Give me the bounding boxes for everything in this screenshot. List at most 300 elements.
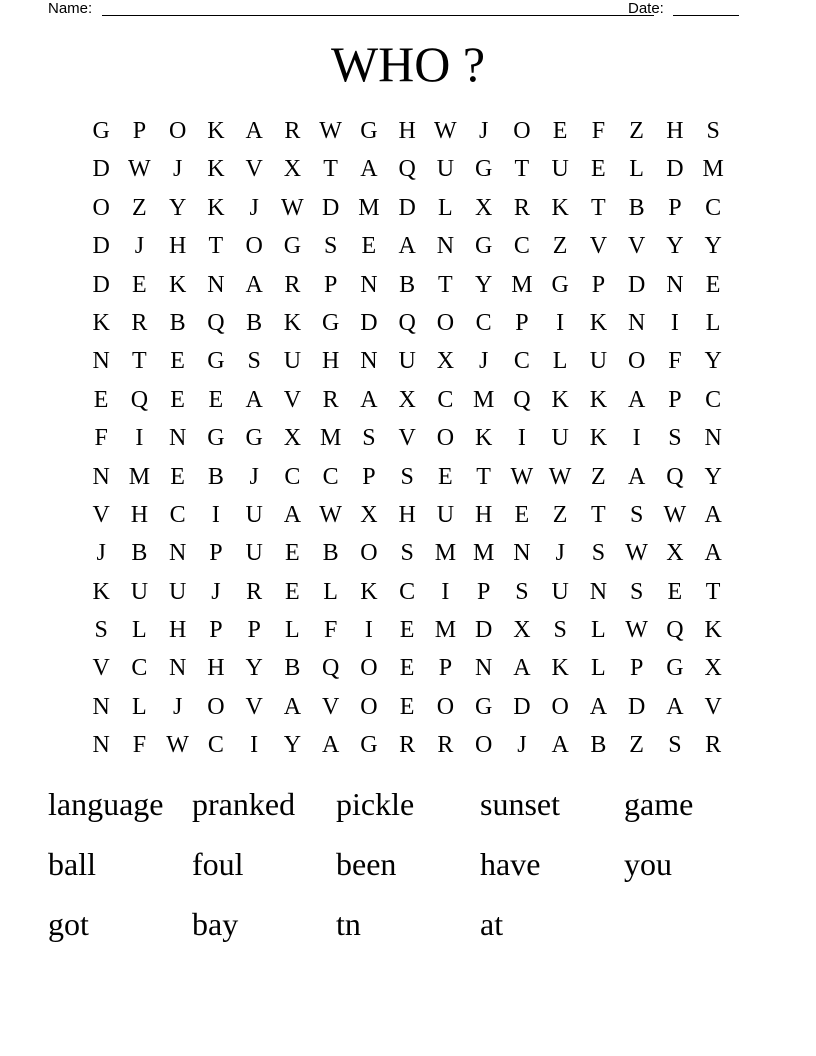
grid-letter: O bbox=[513, 118, 531, 144]
grid-letter: F bbox=[591, 118, 606, 144]
grid-letter: O bbox=[436, 693, 455, 720]
grid-letter: W bbox=[281, 194, 304, 221]
grid-letter: M bbox=[358, 194, 380, 221]
grid-letter: R bbox=[322, 386, 339, 413]
word-list-item: been bbox=[336, 846, 397, 882]
grid-letter: Q bbox=[398, 309, 416, 336]
grid-letter: K bbox=[168, 271, 187, 298]
grid-letter: I bbox=[135, 425, 144, 452]
grid-letter: C bbox=[284, 463, 301, 490]
grid-letter: I bbox=[441, 578, 450, 605]
grid-letter: V bbox=[92, 501, 110, 528]
word-list-item: sunset bbox=[480, 786, 560, 822]
grid-letter: J bbox=[478, 118, 489, 144]
grid-letter: V bbox=[92, 655, 110, 682]
grid-letter: O bbox=[360, 655, 378, 682]
grid-letter: O bbox=[245, 233, 263, 260]
grid-letter: X bbox=[704, 655, 722, 682]
grid-letter: S bbox=[400, 463, 414, 490]
grid-letter: K bbox=[207, 118, 225, 144]
grid-letter: K bbox=[704, 617, 722, 644]
grid-letter: K bbox=[207, 194, 225, 221]
grid-letter: C bbox=[399, 578, 416, 605]
grid-letter: M bbox=[434, 540, 457, 567]
grid-letter: J bbox=[249, 194, 259, 221]
grid-letter: M bbox=[319, 425, 342, 452]
grid-letter: Z bbox=[552, 501, 568, 528]
grid-letter: L bbox=[132, 617, 147, 644]
grid-letter: D bbox=[92, 271, 110, 298]
word-list-item: language bbox=[48, 786, 164, 822]
grid-letter: N bbox=[589, 578, 608, 605]
grid-letter: H bbox=[398, 118, 416, 144]
grid-letter: J bbox=[134, 233, 145, 260]
name-label: Name: bbox=[48, 0, 93, 17]
grid-letter: W bbox=[319, 118, 342, 144]
grid-letter: S bbox=[323, 233, 338, 260]
grid-letter: K bbox=[474, 425, 493, 452]
grid-letter: C bbox=[705, 386, 722, 413]
grid-letter: E bbox=[170, 348, 185, 375]
grid-letter: N bbox=[360, 348, 378, 375]
grid-letter: S bbox=[706, 118, 720, 144]
grid-letter: A bbox=[627, 386, 646, 413]
grid-letter: E bbox=[285, 540, 300, 567]
grid-letter: P bbox=[629, 655, 644, 682]
grid-letter: Q bbox=[398, 156, 416, 183]
grid-letter: T bbox=[591, 501, 606, 528]
grid-letter: W bbox=[319, 501, 342, 528]
grid-letter: V bbox=[398, 425, 416, 452]
grid-letter: D bbox=[513, 693, 531, 720]
grid-letter: G bbox=[666, 655, 684, 682]
grid-letter: H bbox=[398, 501, 416, 528]
grid-letter: F bbox=[94, 425, 108, 452]
grid-letter: P bbox=[247, 617, 261, 644]
grid-letter: V bbox=[704, 693, 722, 720]
grid-letter: O bbox=[360, 693, 378, 720]
grid-letter: B bbox=[169, 309, 186, 336]
grid-letter: E bbox=[361, 233, 377, 260]
grid-letter: U bbox=[589, 348, 608, 375]
grid-letter: J bbox=[249, 463, 259, 490]
grid-letter: Q bbox=[666, 463, 684, 490]
date-blank-line bbox=[673, 0, 739, 16]
grid-letter: E bbox=[438, 463, 453, 490]
grid-letter: G bbox=[360, 118, 378, 144]
grid-letter: T bbox=[323, 156, 338, 183]
page-title: WHO ? bbox=[330, 36, 486, 92]
grid-letter: X bbox=[283, 425, 302, 452]
grid-letter: Q bbox=[666, 617, 684, 644]
grid-letter: T bbox=[514, 156, 530, 183]
grid-letter: H bbox=[130, 501, 149, 528]
grid-letter: R bbox=[705, 732, 722, 759]
grid-letter: Q bbox=[513, 386, 531, 413]
grid-letter: X bbox=[360, 501, 378, 528]
grid-letter: N bbox=[207, 271, 225, 298]
grid-letter: G bbox=[321, 309, 340, 336]
grid-letter: L bbox=[705, 309, 721, 336]
grid-letter: O bbox=[627, 348, 646, 375]
grid-letter: B bbox=[284, 655, 301, 682]
word-list-item: pickle bbox=[336, 786, 415, 822]
grid-letter: E bbox=[514, 501, 530, 528]
grid-letter: G bbox=[207, 348, 225, 375]
grid-letter: S bbox=[668, 425, 682, 452]
grid-letter: X bbox=[283, 156, 302, 183]
grid-letter: I bbox=[211, 501, 220, 528]
grid-letter: H bbox=[207, 655, 225, 682]
grid-letter: O bbox=[436, 309, 455, 336]
grid-letter: C bbox=[207, 732, 224, 759]
grid-letter: A bbox=[398, 233, 416, 260]
grid-letter: Z bbox=[552, 233, 568, 260]
grid-letter: L bbox=[629, 156, 644, 183]
grid-letter: T bbox=[438, 271, 453, 298]
grid-letter: Z bbox=[629, 732, 644, 759]
grid-letter: R bbox=[513, 194, 530, 221]
grid-letter: E bbox=[170, 386, 185, 413]
grid-letter: I bbox=[517, 425, 526, 452]
grid-letter: U bbox=[551, 156, 569, 183]
grid-letter: D bbox=[666, 156, 684, 183]
grid-letter: D bbox=[321, 194, 340, 221]
grid-letter: X bbox=[474, 194, 493, 221]
grid-letter: N bbox=[92, 693, 110, 720]
grid-letter: C bbox=[705, 194, 722, 221]
grid-letter: K bbox=[589, 425, 608, 452]
grid-letter: V bbox=[245, 693, 263, 720]
grid-letter: N bbox=[704, 425, 722, 452]
grid-letter: H bbox=[474, 501, 493, 528]
grid-letter: N bbox=[168, 540, 187, 567]
grid-letter: U bbox=[283, 348, 302, 375]
grid-letter: C bbox=[169, 501, 186, 528]
grid-letter: W bbox=[625, 617, 648, 644]
grid-letter: R bbox=[284, 118, 301, 144]
grid-letter: I bbox=[632, 425, 641, 452]
grid-letter: B bbox=[246, 309, 263, 336]
grid-letter: K bbox=[283, 309, 302, 336]
grid-letter: N bbox=[92, 348, 110, 375]
grid-letter: C bbox=[513, 348, 530, 375]
grid-letter: D bbox=[474, 617, 493, 644]
word-list-item: bay bbox=[192, 906, 239, 942]
grid-letter: P bbox=[209, 617, 223, 644]
grid-letter: P bbox=[668, 386, 682, 413]
grid-letter: F bbox=[132, 732, 147, 759]
grid-letter: Y bbox=[666, 233, 684, 260]
grid-letter: G bbox=[207, 425, 225, 452]
grid-letter: B bbox=[399, 271, 416, 298]
word-list-item: at bbox=[480, 906, 504, 942]
grid-letter: D bbox=[627, 271, 646, 298]
grid-letter: A bbox=[551, 732, 569, 759]
grid-letter: O bbox=[551, 693, 569, 720]
grid-letter: Q bbox=[130, 386, 149, 413]
grid-letter: V bbox=[589, 233, 608, 260]
grid-letter: P bbox=[668, 194, 682, 221]
grid-letter: H bbox=[666, 118, 684, 144]
grid-letter: E bbox=[208, 386, 224, 413]
grid-letter: Y bbox=[704, 463, 722, 490]
grid-letter: J bbox=[96, 540, 106, 567]
grid-letter: N bbox=[627, 309, 646, 336]
grid-letter: U bbox=[398, 348, 416, 375]
word-list bbox=[48, 777, 768, 957]
grid-letter: X bbox=[666, 540, 684, 567]
grid-letter: W bbox=[434, 118, 457, 144]
grid-letter: M bbox=[511, 271, 533, 298]
grid-letter: K bbox=[551, 655, 569, 682]
grid-letter: S bbox=[629, 501, 644, 528]
date-label: Date: bbox=[628, 0, 664, 17]
grid-letter: P bbox=[132, 118, 147, 144]
grid-letter: Y bbox=[704, 348, 722, 375]
grid-letter: Y bbox=[245, 655, 263, 682]
grid-letter: O bbox=[360, 540, 378, 567]
grid-letter: S bbox=[553, 617, 567, 644]
grid-letter: S bbox=[400, 540, 414, 567]
grid-letter: S bbox=[94, 617, 108, 644]
grid-letter: T bbox=[705, 578, 721, 605]
grid-letter: A bbox=[245, 271, 263, 298]
grid-letter: A bbox=[283, 501, 302, 528]
grid-letter: N bbox=[360, 271, 378, 298]
word-list-item: foul bbox=[192, 846, 244, 882]
grid-letter: A bbox=[245, 386, 263, 413]
grid-letter: M bbox=[472, 386, 495, 413]
grid-letter: Q bbox=[207, 309, 225, 336]
word-list-item: pranked bbox=[192, 786, 296, 822]
grid-letter: P bbox=[362, 463, 376, 490]
grid-letter: N bbox=[474, 655, 493, 682]
grid-letter: W bbox=[128, 156, 151, 183]
grid-letter: U bbox=[245, 540, 263, 567]
grid-letter: G bbox=[360, 732, 378, 759]
grid-letter: J bbox=[555, 540, 565, 567]
grid-letter: W bbox=[548, 463, 572, 490]
grid-letter: Y bbox=[474, 271, 493, 298]
grid-letter: N bbox=[168, 655, 187, 682]
grid-letter: L bbox=[591, 655, 606, 682]
grid-letter: O bbox=[207, 693, 225, 720]
grid-letter: A bbox=[360, 156, 378, 183]
grid-letter: E bbox=[132, 271, 147, 298]
grid-letter: U bbox=[130, 578, 149, 605]
grid-letter: R bbox=[437, 732, 454, 759]
word-list-item: you bbox=[624, 846, 672, 882]
grid-letter: G bbox=[474, 693, 493, 720]
grid-letter: E bbox=[399, 693, 415, 720]
grid-letter: Y bbox=[283, 732, 302, 759]
grid-letter: C bbox=[131, 655, 148, 682]
grid-letter: J bbox=[172, 693, 183, 720]
grid-letter: N bbox=[666, 271, 684, 298]
grid-letter: A bbox=[360, 386, 378, 413]
grid-letter: S bbox=[515, 578, 529, 605]
grid-letter: A bbox=[627, 463, 646, 490]
grid-letter: G bbox=[245, 425, 263, 452]
grid-letter: E bbox=[399, 655, 415, 682]
grid-letter: E bbox=[93, 386, 109, 413]
grid-letter: M bbox=[434, 617, 457, 644]
grid-letter: K bbox=[360, 578, 378, 605]
grid-letter: R bbox=[131, 309, 148, 336]
grid-letter: T bbox=[476, 463, 491, 490]
grid-letter: N bbox=[92, 732, 110, 759]
grid-letter: W bbox=[510, 463, 534, 490]
grid-letter: U bbox=[551, 578, 569, 605]
grid-letter: Y bbox=[168, 194, 187, 221]
grid-letter: T bbox=[132, 348, 147, 375]
grid-letter: D bbox=[360, 309, 378, 336]
grid-letter: S bbox=[247, 348, 261, 375]
grid-letter: I bbox=[250, 732, 259, 759]
grid-letter: V bbox=[627, 233, 646, 260]
grid-letter: J bbox=[517, 732, 527, 759]
grid-letter: U bbox=[551, 425, 569, 452]
grid-letter: D bbox=[92, 233, 110, 260]
grid-letter: K bbox=[92, 578, 110, 605]
word-list-item: have bbox=[480, 846, 541, 882]
grid-letter: U bbox=[245, 501, 263, 528]
grid-letter: K bbox=[207, 156, 225, 183]
grid-letter: Z bbox=[591, 463, 606, 490]
grid-letter: A bbox=[666, 693, 684, 720]
grid-letter: P bbox=[438, 655, 453, 682]
grid-letter: N bbox=[436, 233, 455, 260]
grid-letter: A bbox=[513, 655, 531, 682]
grid-letter: V bbox=[245, 156, 263, 183]
grid-letter: T bbox=[591, 194, 606, 221]
grid-letter: G bbox=[474, 233, 493, 260]
grid-letter: C bbox=[475, 309, 492, 336]
grid-letter: A bbox=[283, 693, 302, 720]
grid-letter: L bbox=[591, 617, 606, 644]
grid-letter: L bbox=[438, 194, 453, 221]
grid-letter: G bbox=[474, 156, 493, 183]
grid-letter: V bbox=[321, 693, 340, 720]
grid-letter: P bbox=[209, 540, 223, 567]
grid-letter: T bbox=[208, 233, 224, 260]
grid-letter: A bbox=[704, 540, 722, 567]
grid-letter: E bbox=[399, 617, 415, 644]
grid-letter: E bbox=[591, 156, 606, 183]
grid-letter: B bbox=[628, 194, 645, 221]
grid-letter: K bbox=[589, 386, 608, 413]
grid-letter: S bbox=[629, 578, 644, 605]
grid-letter: A bbox=[704, 501, 722, 528]
grid-letter: U bbox=[436, 156, 455, 183]
grid-letter: E bbox=[285, 578, 300, 605]
grid-letter: B bbox=[590, 732, 607, 759]
grid-letter: D bbox=[92, 156, 110, 183]
grid-letter: S bbox=[591, 540, 606, 567]
grid-letter: K bbox=[551, 386, 569, 413]
grid-letter: L bbox=[552, 348, 568, 375]
grid-letter: L bbox=[285, 617, 300, 644]
grid-letter: S bbox=[362, 425, 376, 452]
grid-letter: O bbox=[168, 118, 187, 144]
grid-letter: L bbox=[132, 693, 147, 720]
grid-letter: M bbox=[702, 156, 724, 183]
grid-letter: Q bbox=[321, 655, 340, 682]
grid-letter: A bbox=[321, 732, 340, 759]
grid-letter: O bbox=[474, 732, 493, 759]
grid-letter: B bbox=[207, 463, 224, 490]
grid-letter: D bbox=[627, 693, 646, 720]
grid-letter: D bbox=[398, 194, 416, 221]
grid-letter: K bbox=[589, 309, 608, 336]
grid-letter: F bbox=[323, 617, 338, 644]
grid-letter: W bbox=[625, 540, 648, 567]
grid-letter: E bbox=[552, 118, 568, 144]
grid-letter: X bbox=[436, 348, 455, 375]
grid-letter: O bbox=[92, 194, 110, 221]
grid-letter: Y bbox=[704, 233, 722, 260]
grid-letter: B bbox=[322, 540, 339, 567]
word-list-item: got bbox=[48, 906, 89, 942]
grid-letter: V bbox=[283, 386, 302, 413]
word-list-item: tn bbox=[336, 906, 361, 942]
grid-letter: W bbox=[663, 501, 687, 528]
word-list-item: game bbox=[624, 786, 694, 822]
grid-letter: L bbox=[323, 578, 338, 605]
grid-letter: M bbox=[128, 463, 151, 490]
grid-letter: P bbox=[515, 309, 529, 336]
grid-letter: S bbox=[668, 732, 682, 759]
grid-letter: K bbox=[92, 309, 110, 336]
grid-letter: O bbox=[436, 425, 455, 452]
grid-letter: X bbox=[513, 617, 531, 644]
grid-letter: H bbox=[168, 233, 187, 260]
grid-letter: U bbox=[168, 578, 187, 605]
grid-letter: F bbox=[668, 348, 682, 375]
grid-letter: A bbox=[589, 693, 608, 720]
grid-letter: U bbox=[436, 501, 455, 528]
header bbox=[48, 0, 748, 20]
grid-letter: P bbox=[591, 271, 606, 298]
word-list-item: ball bbox=[48, 846, 96, 882]
name-blank-line bbox=[102, 0, 654, 16]
grid-letter: B bbox=[131, 540, 148, 567]
grid-letter: E bbox=[705, 271, 721, 298]
grid-letter: J bbox=[211, 578, 221, 605]
grid-letter: P bbox=[476, 578, 491, 605]
grid-letter: G bbox=[283, 233, 302, 260]
grid-letter: N bbox=[92, 463, 110, 490]
grid-letter: M bbox=[472, 540, 495, 567]
grid-letter: Z bbox=[132, 194, 147, 221]
grid-letter: H bbox=[168, 617, 187, 644]
grid-letter: E bbox=[170, 463, 185, 490]
grid-letter: C bbox=[437, 386, 454, 413]
grid-letter: A bbox=[245, 118, 263, 144]
grid-letter: R bbox=[399, 732, 416, 759]
letter-grid bbox=[82, 112, 732, 765]
grid-letter: I bbox=[556, 309, 565, 336]
grid-letter: P bbox=[323, 271, 338, 298]
grid-letter: Z bbox=[629, 118, 644, 144]
grid-letter: H bbox=[321, 348, 340, 375]
grid-letter: C bbox=[322, 463, 339, 490]
grid-letter: C bbox=[513, 233, 530, 260]
grid-letter: R bbox=[284, 271, 301, 298]
grid-letter: J bbox=[172, 156, 183, 183]
grid-letter: R bbox=[246, 578, 263, 605]
